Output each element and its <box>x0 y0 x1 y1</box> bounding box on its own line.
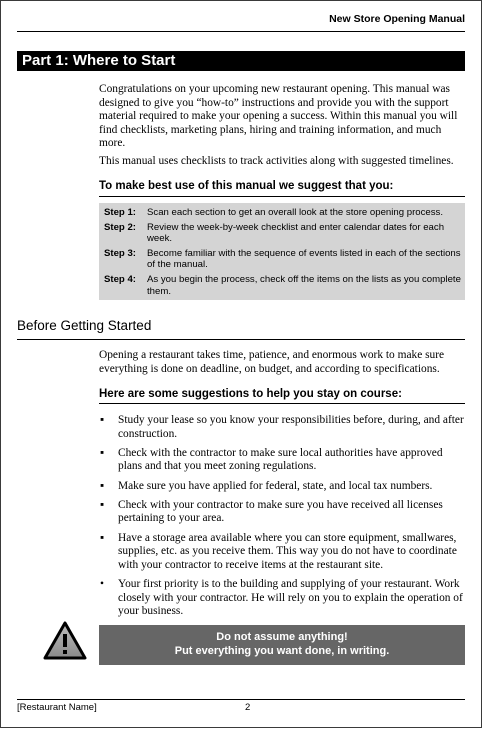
warning-line-1: Do not assume anything! <box>216 631 348 643</box>
list-item-text: Study your lease so you know your responsibilities before, during, and after construction. <box>118 414 464 440</box>
list-item-text: Make sure you have applied for federal, state, and local tax numbers. <box>118 479 433 492</box>
best-use-heading: To make best use of this manual we suggest that you: <box>99 180 394 192</box>
part-title: Part 1: Where to Start <box>17 51 465 71</box>
list-item <box>99 447 465 474</box>
list-item-text: Check with the contractor to make sure local authorities have approved plans and that you meet zoning regulations. <box>118 446 443 473</box>
step-row <box>104 274 461 297</box>
steps-box <box>99 203 465 300</box>
list-item <box>99 499 465 526</box>
step-text: Scan each section to get an overall look at the store opening process. <box>147 207 443 218</box>
section-rule <box>17 339 465 340</box>
list-item-text: Check with your contractor to make sure you have received all licenses pertaining to your area. <box>118 498 443 525</box>
warning-callout <box>99 625 465 665</box>
warning-line-2: Put everything you want done, in writing. <box>174 645 390 657</box>
list-item <box>99 532 465 573</box>
suggestions-rule <box>99 403 465 404</box>
list-item-text: Have a storage area available where you can store equipment, smallwares, supplies, etc. as you receive them. This way you do not have to coordinate with your contractor to receive items at the restaurant site. <box>118 531 457 571</box>
header-rule <box>17 31 465 32</box>
bullet-icon: ▪ <box>100 414 105 426</box>
suggestions-heading: Here are some suggestions to help you stay on course: <box>99 388 402 400</box>
step-text: Review the week-by-week checklist and enter calendar dates for each week. <box>147 221 445 245</box>
bullet-icon: ▪ <box>100 531 105 544</box>
bullet-icon: ▪ <box>100 479 105 492</box>
list-item <box>99 480 465 494</box>
intro-paragraph-2: This manual uses checklists to track activities along with suggested timelines. <box>99 155 454 167</box>
section-heading: Before Getting Started <box>17 318 152 333</box>
step-row <box>104 222 461 245</box>
step-label: Step 1: <box>104 207 136 218</box>
best-use-rule <box>99 196 465 197</box>
list-item <box>99 414 465 441</box>
warning-triangle-icon <box>43 621 87 661</box>
step-row <box>104 248 461 271</box>
before-paragraph: Opening a restaurant takes time, patience, and enormous work to make sure everything is done on deadline, on budget, and according to specifications. <box>99 349 445 375</box>
step-row <box>104 207 461 219</box>
bullet-icon: ▪ <box>100 446 105 459</box>
list-item-text: Your first priority is to the building and supplying of your restaurant. Work closely with your contractor. He will rely on you to explain the operation of your business. <box>118 577 463 618</box>
suggestions-list <box>99 414 465 624</box>
intro-paragraph-1: Congratulations on your upcoming new restaurant opening. This manual was designed to give you “how-to” instructions and provide you with the support material required to make your opening a success. Within this manual you will find checklists, marketing plans, hiring and training information, and much more. <box>99 83 458 150</box>
bullet-icon: ▪ <box>100 498 105 511</box>
step-text: As you begin the process, check off the items on the lists as you complete them. <box>147 273 461 297</box>
step-text: Become familiar with the sequence of events listed in each of the sections of the manual. <box>147 247 461 271</box>
page-number: 2 <box>245 702 251 713</box>
step-label: Step 4: <box>104 273 136 285</box>
step-label: Step 2: <box>104 221 136 233</box>
bullet-icon: • <box>100 577 104 590</box>
list-item <box>99 578 465 619</box>
running-header: New Store Opening Manual <box>329 13 465 25</box>
step-label: Step 3: <box>104 247 136 259</box>
footer-rule <box>17 699 465 700</box>
footer-restaurant-name: [Restaurant Name] <box>17 702 97 713</box>
